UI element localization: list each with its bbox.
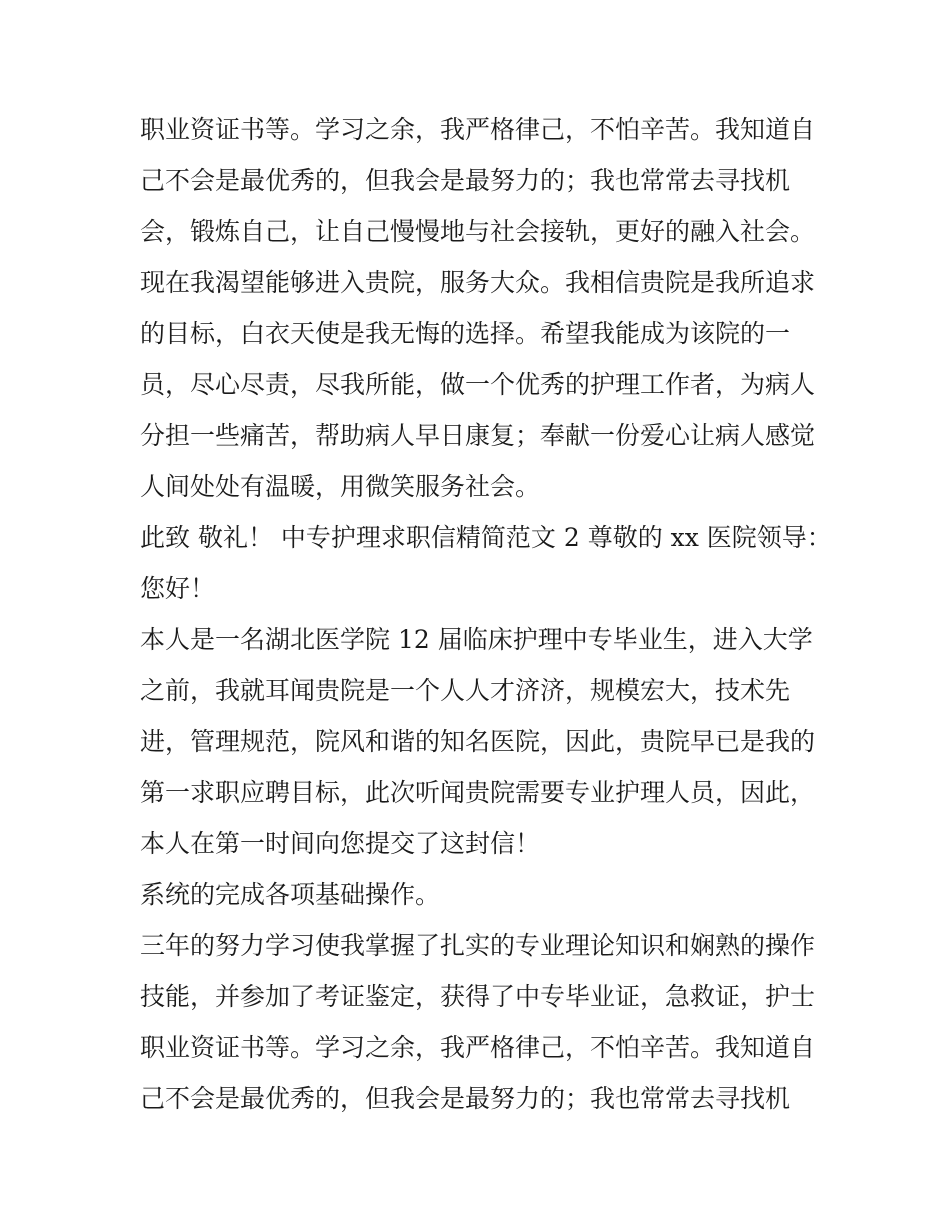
text-line: 现在我渴望能够进入贵院，服务大众。我相信贵院是我所追求 <box>140 268 816 297</box>
text-line: 进，管理规范，院风和谐的知名医院，因此，贵院早已是我的 <box>140 727 816 756</box>
text-line: 会，锻炼自己，让自己慢慢地与社会接轨，更好的融入社会。 <box>140 217 816 246</box>
text-line: 三年的努力学习使我掌握了扎实的专业理论知识和娴熟的操作 <box>140 931 816 960</box>
text-line: 分担一些痛苦，帮助病人早日康复；奉献一份爱心让病人感觉 <box>140 421 816 450</box>
text-line: 技能，并参加了考证鉴定，获得了中专毕业证，急救证，护士 <box>140 982 816 1011</box>
text-line: 本人在第一时间向您提交了这封信！ <box>140 829 541 858</box>
text-line: 己不会是最优秀的，但我会是最努力的；我也常常去寻找机 <box>140 166 791 195</box>
text-line: 系统的完成各项基础操作。 <box>140 880 441 909</box>
document-body <box>140 104 832 1124</box>
text-line: 职业资证书等。学习之余，我严格律己，不怕辛苦。我知道自 <box>140 1033 816 1062</box>
closing-line: 此致 敬礼！ 中专护理求职信精简范文 2 尊敬的 xx 医院领导： <box>140 523 832 552</box>
text-line: 本人是一名湖北医学院 12 届临床护理中专毕业生，进入大学 <box>140 625 813 654</box>
text-line: 之前，我就耳闻贵院是一个人人才济济，规模宏大，技术先 <box>140 676 791 705</box>
text-line: 人间处处有温暖，用微笑服务社会。 <box>140 472 541 501</box>
greeting-line: 您好！ <box>140 574 216 603</box>
text-line: 的目标，白衣天使是我无悔的选择。希望我能成为该院的一 <box>140 319 791 348</box>
text-line: 己不会是最优秀的，但我会是最努力的；我也常常去寻找机 <box>140 1084 791 1113</box>
text-line: 第一求职应聘目标，此次听闻贵院需要专业护理人员，因此， <box>140 778 816 807</box>
text-line: 职业资证书等。学习之余，我严格律己，不怕辛苦。我知道自 <box>140 115 816 144</box>
text-line: 员，尽心尽责，尽我所能，做一个优秀的护理工作者，为病人 <box>140 370 816 399</box>
